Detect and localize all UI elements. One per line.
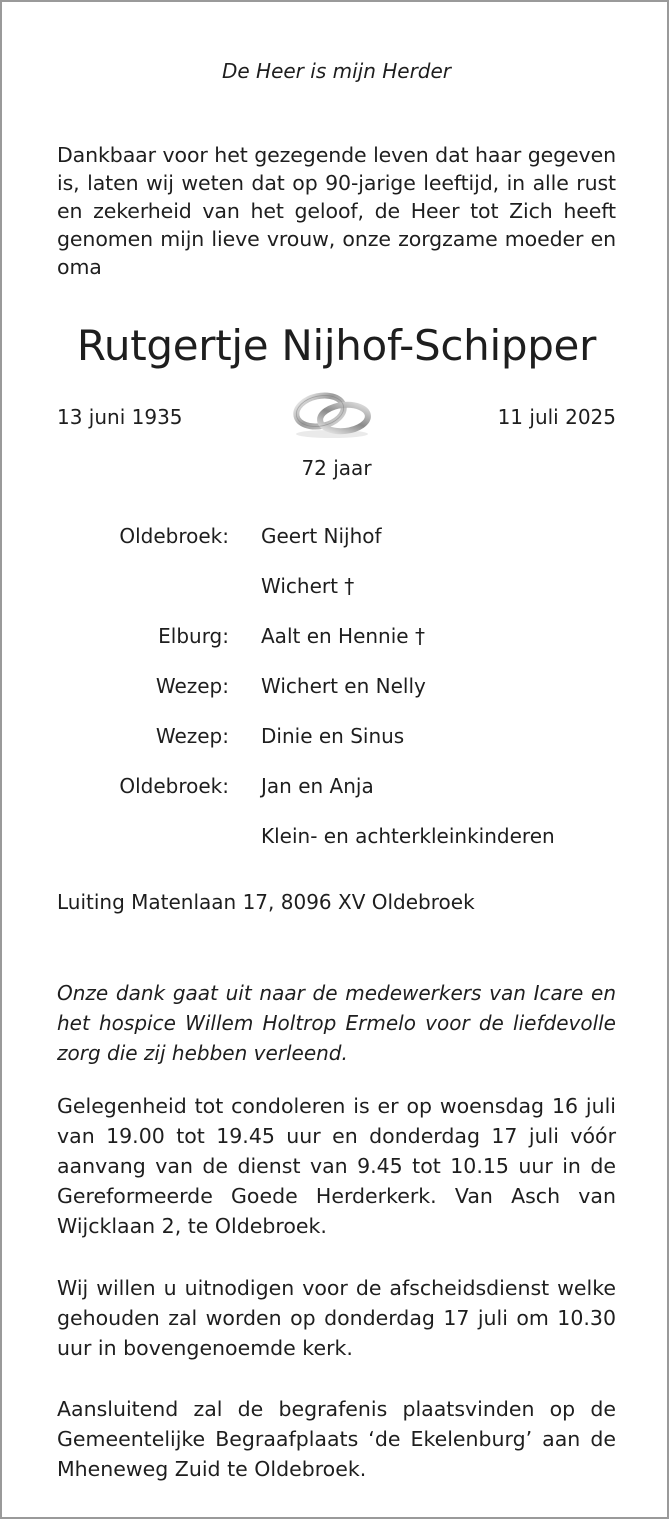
service-text: Wij willen u uitnodigen voor de afscheidsdienst welke gehouden zal worden op donderdag 17 juli om 10.30 uur in bovengenoemde kerk. [57, 1275, 616, 1360]
family-name: Dinie en Sinus [261, 724, 405, 748]
family-place: Oldebroek: [119, 774, 229, 798]
family-place: Elburg: [158, 624, 229, 648]
family-name: Wichert † [261, 574, 355, 598]
family-row [57, 566, 617, 616]
wedding-rings-icon [289, 390, 375, 440]
dates-row [57, 402, 616, 436]
family-place: Wezep: [155, 674, 229, 698]
home-address: Luiting Matenlaan 17, 8096 XV Oldebroek [57, 890, 475, 914]
family-list [57, 516, 617, 866]
family-name: Klein- en achterkleinkinderen [261, 824, 555, 848]
family-name: Geert Nijhof [261, 524, 382, 548]
family-name: Wichert en Nelly [261, 674, 426, 698]
family-row [57, 616, 617, 666]
family-place: Oldebroek: [119, 524, 229, 548]
family-name: Aalt en Hennie † [261, 624, 425, 648]
death-date: 11 juli 2025 [497, 405, 616, 429]
family-row [57, 816, 617, 866]
family-row [57, 716, 617, 766]
family-row [57, 666, 617, 716]
burial-text: Aansluitend zal de begrafenis plaatsvinden op de Gemeentelijke Begraafplaats ‘de Ekelenburg’ aan de Mheneweg Zuid te Oldebroek. [57, 1396, 616, 1481]
motto: De Heer is mijn Herder [221, 59, 452, 83]
family-row [57, 516, 617, 566]
birth-date: 13 juni 1935 [57, 405, 183, 429]
marriage-years: 72 jaar [301, 456, 372, 480]
deceased-name: Rutgertje Nijhof-Schipper [76, 321, 597, 370]
family-place: Wezep: [155, 724, 229, 748]
family-name: Jan en Anja [261, 774, 374, 798]
thanks-text: Onze dank gaat uit naar de medewerkers van Icare en het hospice Willem Holtrop Ermelo voor de liefdevolle zorg die zij hebben verleend. [57, 981, 616, 1065]
intro-text: Dankbaar voor het gezegende leven dat haar gegeven is, laten wij weten dat op 90-jarige leeftijd, in alle rust en zekerheid van het geloof, de Heer tot Zich heeft genomen mijn lieve vrouw, onze zorgzame moeder en oma [57, 142, 616, 279]
family-row [57, 766, 617, 816]
condolence-text: Gelegenheid tot condoleren is er op woensdag 16 juli van 19.00 tot 19.45 uur en donderdag 17 juli vóór aanvang van de dienst van 9.45 tot 10.15 uur in de Gereformeerde Goede Herderkerk. Van Asch van Wijcklaan 2, te Oldebroek. [57, 1093, 616, 1238]
